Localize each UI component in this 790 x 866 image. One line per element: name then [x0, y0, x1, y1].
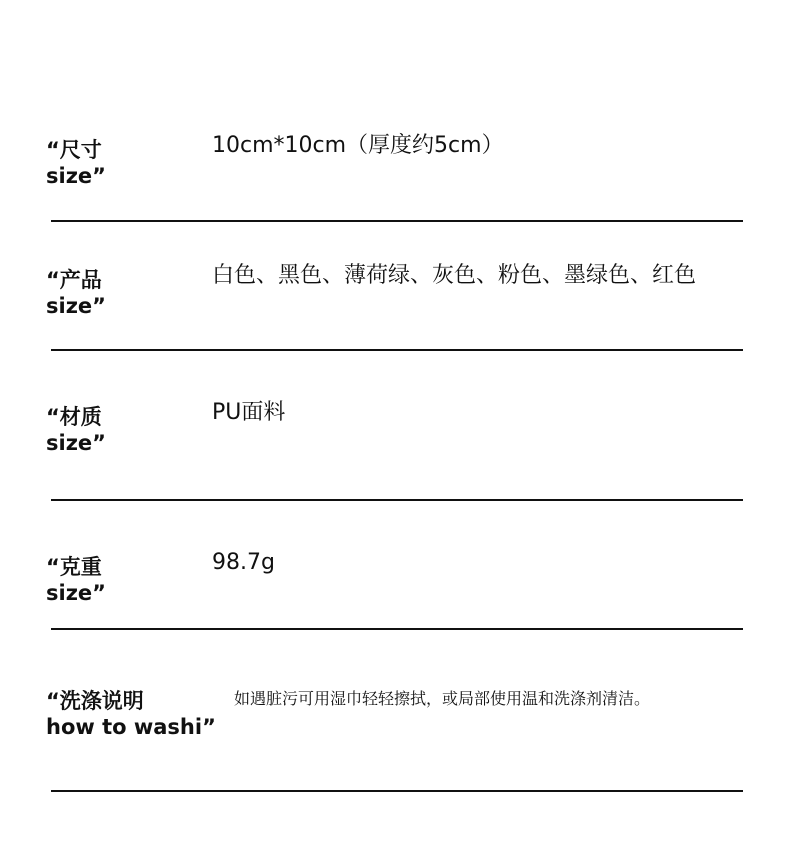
spec-value: PU面料	[212, 400, 286, 425]
spec-label-line1: “材质	[46, 405, 102, 429]
spec-value: 10cm*10cm（厚度约5cm）	[212, 133, 504, 158]
spec-value: 白色、黑色、薄荷绿、灰色、粉色、墨绿色、红色	[212, 263, 697, 288]
spec-label-line1: “尺寸	[46, 138, 102, 162]
divider	[51, 499, 743, 501]
divider	[51, 349, 743, 351]
spec-label-line2: size”	[46, 164, 106, 188]
divider	[51, 790, 743, 792]
spec-label	[46, 554, 106, 606]
spec-label	[46, 137, 106, 189]
spec-label-line2: how to washi”	[46, 715, 216, 739]
spec-label-line2: size”	[46, 431, 106, 455]
spec-label-line2: size”	[46, 581, 106, 605]
spec-label	[46, 404, 106, 456]
spec-label-line1: “产品	[46, 268, 102, 292]
spec-label-line1: “克重	[46, 555, 102, 579]
spec-label-line2: size”	[46, 294, 106, 318]
spec-value: 98.7g	[212, 550, 275, 575]
spec-label	[46, 688, 216, 740]
divider	[51, 220, 743, 222]
spec-label	[46, 267, 106, 319]
spec-value: 如遇脏污可用湿巾轻轻擦拭，或局部使用温和洗涤剂清洁。	[234, 689, 651, 708]
spec-label-line1: “洗涤说明	[46, 689, 144, 713]
divider	[51, 628, 743, 630]
